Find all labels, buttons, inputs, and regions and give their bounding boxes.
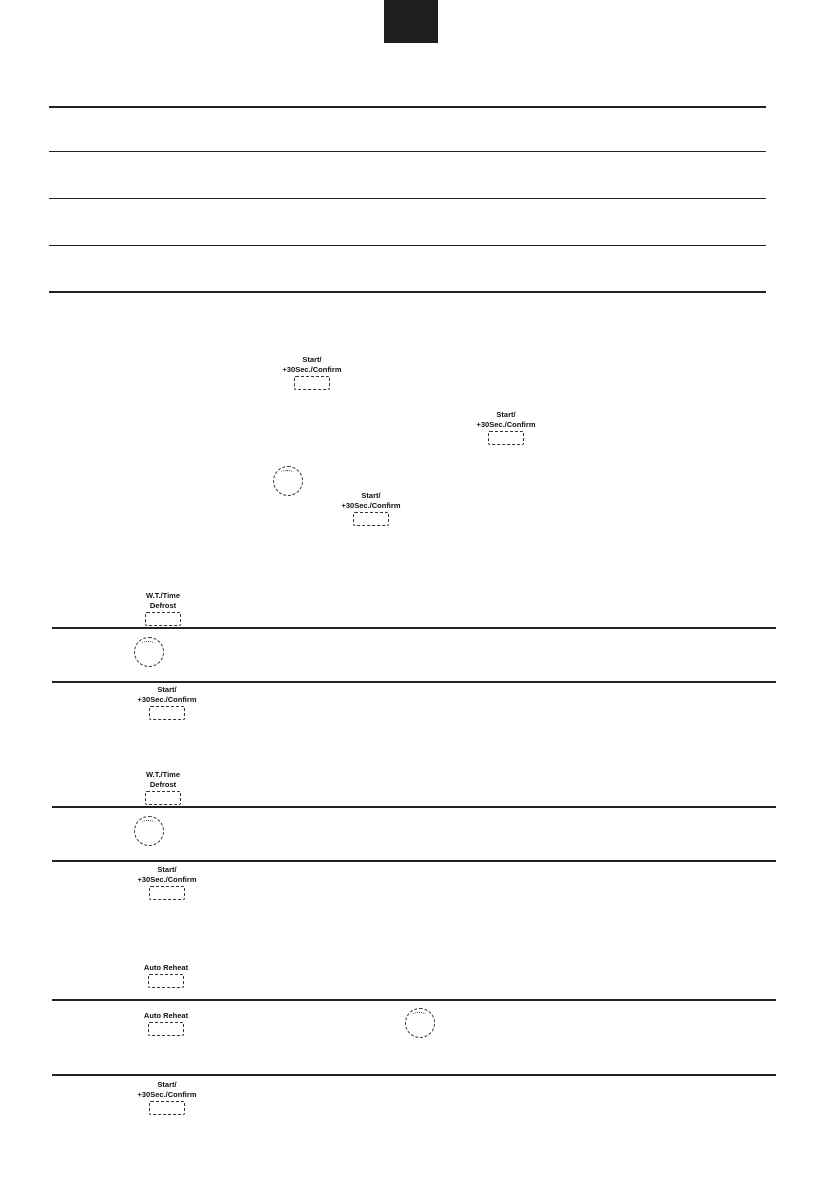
divider	[49, 245, 766, 246]
start-confirm-button[interactable]	[331, 492, 411, 526]
defrost-label: Defrost	[149, 780, 177, 789]
start-confirm-button[interactable]	[466, 411, 546, 445]
auto-reheat-label: Auto Reheat	[143, 963, 189, 972]
button-outline	[294, 376, 330, 390]
start-label: Start/	[157, 1080, 177, 1089]
auto-reheat-button[interactable]	[126, 1012, 206, 1036]
start-confirm-button[interactable]	[272, 356, 352, 390]
divider	[52, 806, 776, 808]
start-label: Start/	[302, 355, 322, 364]
divider	[52, 860, 776, 862]
start-confirm-button[interactable]	[127, 1081, 207, 1115]
defrost-label: Defrost	[149, 601, 177, 610]
auto-reheat-button[interactable]	[126, 964, 206, 988]
divider	[52, 999, 776, 1001]
wt-label: W.T./Time	[145, 770, 181, 779]
divider	[49, 291, 766, 293]
divider	[52, 1074, 776, 1076]
divider	[49, 106, 766, 108]
rotary-dial-icon[interactable]	[134, 816, 164, 846]
start-label: Start/	[157, 685, 177, 694]
start-confirm-button[interactable]	[127, 686, 207, 720]
start-sub-label: +30Sec./Confirm	[137, 695, 197, 704]
rotary-dial-icon[interactable]	[273, 466, 303, 496]
button-outline	[149, 1101, 185, 1115]
start-sub-label: +30Sec./Confirm	[341, 501, 401, 510]
rotary-dial-icon[interactable]	[134, 637, 164, 667]
start-sub-label: +30Sec./Confirm	[476, 420, 536, 429]
button-outline	[148, 1022, 184, 1036]
rotary-dial-icon[interactable]	[405, 1008, 435, 1038]
wt-time-defrost-button[interactable]	[128, 771, 198, 805]
start-label: Start/	[361, 491, 381, 500]
divider	[52, 681, 776, 683]
button-outline	[145, 612, 181, 626]
start-sub-label: +30Sec./Confirm	[282, 365, 342, 374]
start-sub-label: +30Sec./Confirm	[137, 1090, 197, 1099]
button-outline	[149, 706, 185, 720]
start-sub-label: +30Sec./Confirm	[137, 875, 197, 884]
divider	[49, 198, 766, 199]
divider	[49, 151, 766, 152]
auto-reheat-label: Auto Reheat	[143, 1011, 189, 1020]
wt-label: W.T./Time	[145, 591, 181, 600]
page-tab	[384, 0, 438, 43]
button-outline	[145, 791, 181, 805]
divider	[52, 627, 776, 629]
button-outline	[353, 512, 389, 526]
button-outline	[149, 886, 185, 900]
start-label: Start/	[157, 865, 177, 874]
button-outline	[488, 431, 524, 445]
start-confirm-button[interactable]	[127, 866, 207, 900]
wt-time-defrost-button[interactable]	[128, 592, 198, 626]
button-outline	[148, 974, 184, 988]
start-label: Start/	[496, 410, 516, 419]
